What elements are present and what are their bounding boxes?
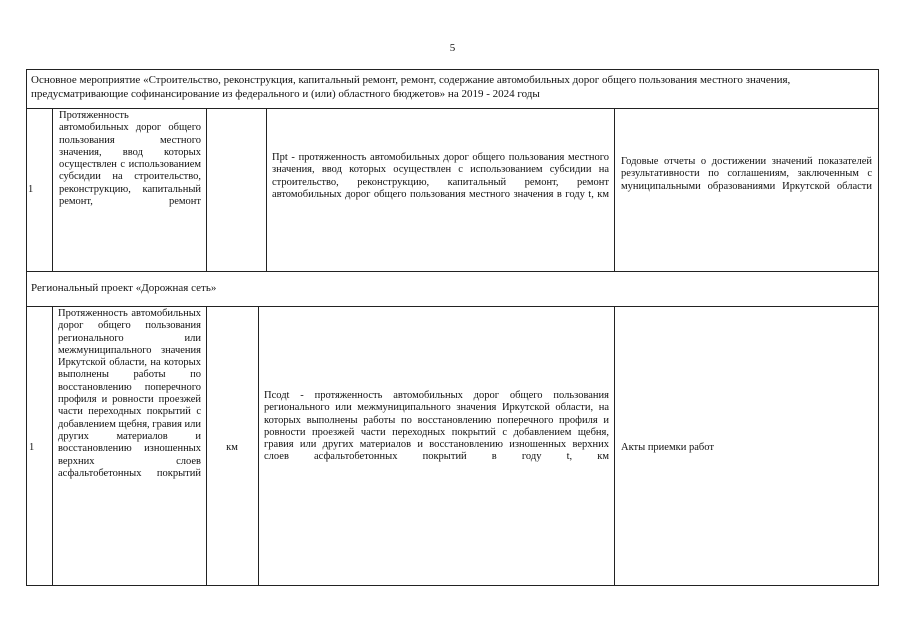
row-divider [26, 306, 879, 307]
page-number: 5 [449, 42, 456, 54]
indicator-name: Протяженность автомобильных дорог общего пользования регионального или межмуниципального значения Иркутской области, на которых выполнены работы по восстановлению поперечного профиля и ровности проезжей части переходных покрытий с добавлением щебня, гравия или других материалов и восстановлению изношенных верхних слоев асфальтобетонных покрытий [58, 308, 201, 479]
section-heading: Региональный проект «Дорожная сеть» [31, 282, 217, 294]
data-source: Годовые отчеты о достижении значений показателей результативности по соглашениям, заключенным с муниципальными образованиями Иркутской области [621, 156, 872, 192]
column-divider [614, 108, 615, 272]
table-border-top [26, 69, 879, 70]
section-heading: Основное мероприятие «Строительство, реконструкция, капитальный ремонт, ремонт, содержание автомобильных дорог общего пользования местного значения, предусматривающие софинансирование из федерального и (или) областного бюджетов» на 2019 - 2024 годы [31, 74, 791, 100]
formula-description: Прt - протяженность автомобильных дорог общего пользования местного значения, ввод которых осуществлен с использованием субсидии на строительство, реконструкцию, капитальный ремонт, ремонт автомобильных дорог общего пользования местного значения в году t, км [272, 152, 609, 200]
table-border-bottom [26, 585, 879, 586]
column-divider [266, 108, 267, 272]
column-divider [52, 306, 53, 586]
column-divider [206, 306, 207, 586]
formula-description: Псодt - протяженность автомобильных дорог общего пользования регионального или межмуниципального значения Иркутской области, на которых выполнены работы по восстановлению поперечного профиля и ровности проезжей части переходных покрытий с добавлением щебня, гравия или других материалов и восстановлению изношенных верхних слоев асфальтобетонных покрытий в году t, км [264, 390, 609, 463]
indicator-name: Протяженность автомобильных дорог общего пользования местного значения, ввод которых осуществлен с использованием субсидии на строительство, реконструкцию, капитальный ремонт, ремонт [59, 110, 201, 208]
table-border-right [878, 69, 879, 586]
unit-cell: км [226, 442, 238, 453]
column-divider [206, 108, 207, 272]
row-number: 1 [29, 442, 35, 453]
column-divider [52, 108, 53, 272]
row-divider [26, 108, 879, 109]
row-divider [26, 271, 879, 272]
data-source: Акты приемки работ [621, 442, 714, 453]
column-divider [614, 306, 615, 586]
row-number: 1 [28, 184, 34, 195]
column-divider [258, 306, 259, 586]
table-border-left [26, 69, 27, 586]
